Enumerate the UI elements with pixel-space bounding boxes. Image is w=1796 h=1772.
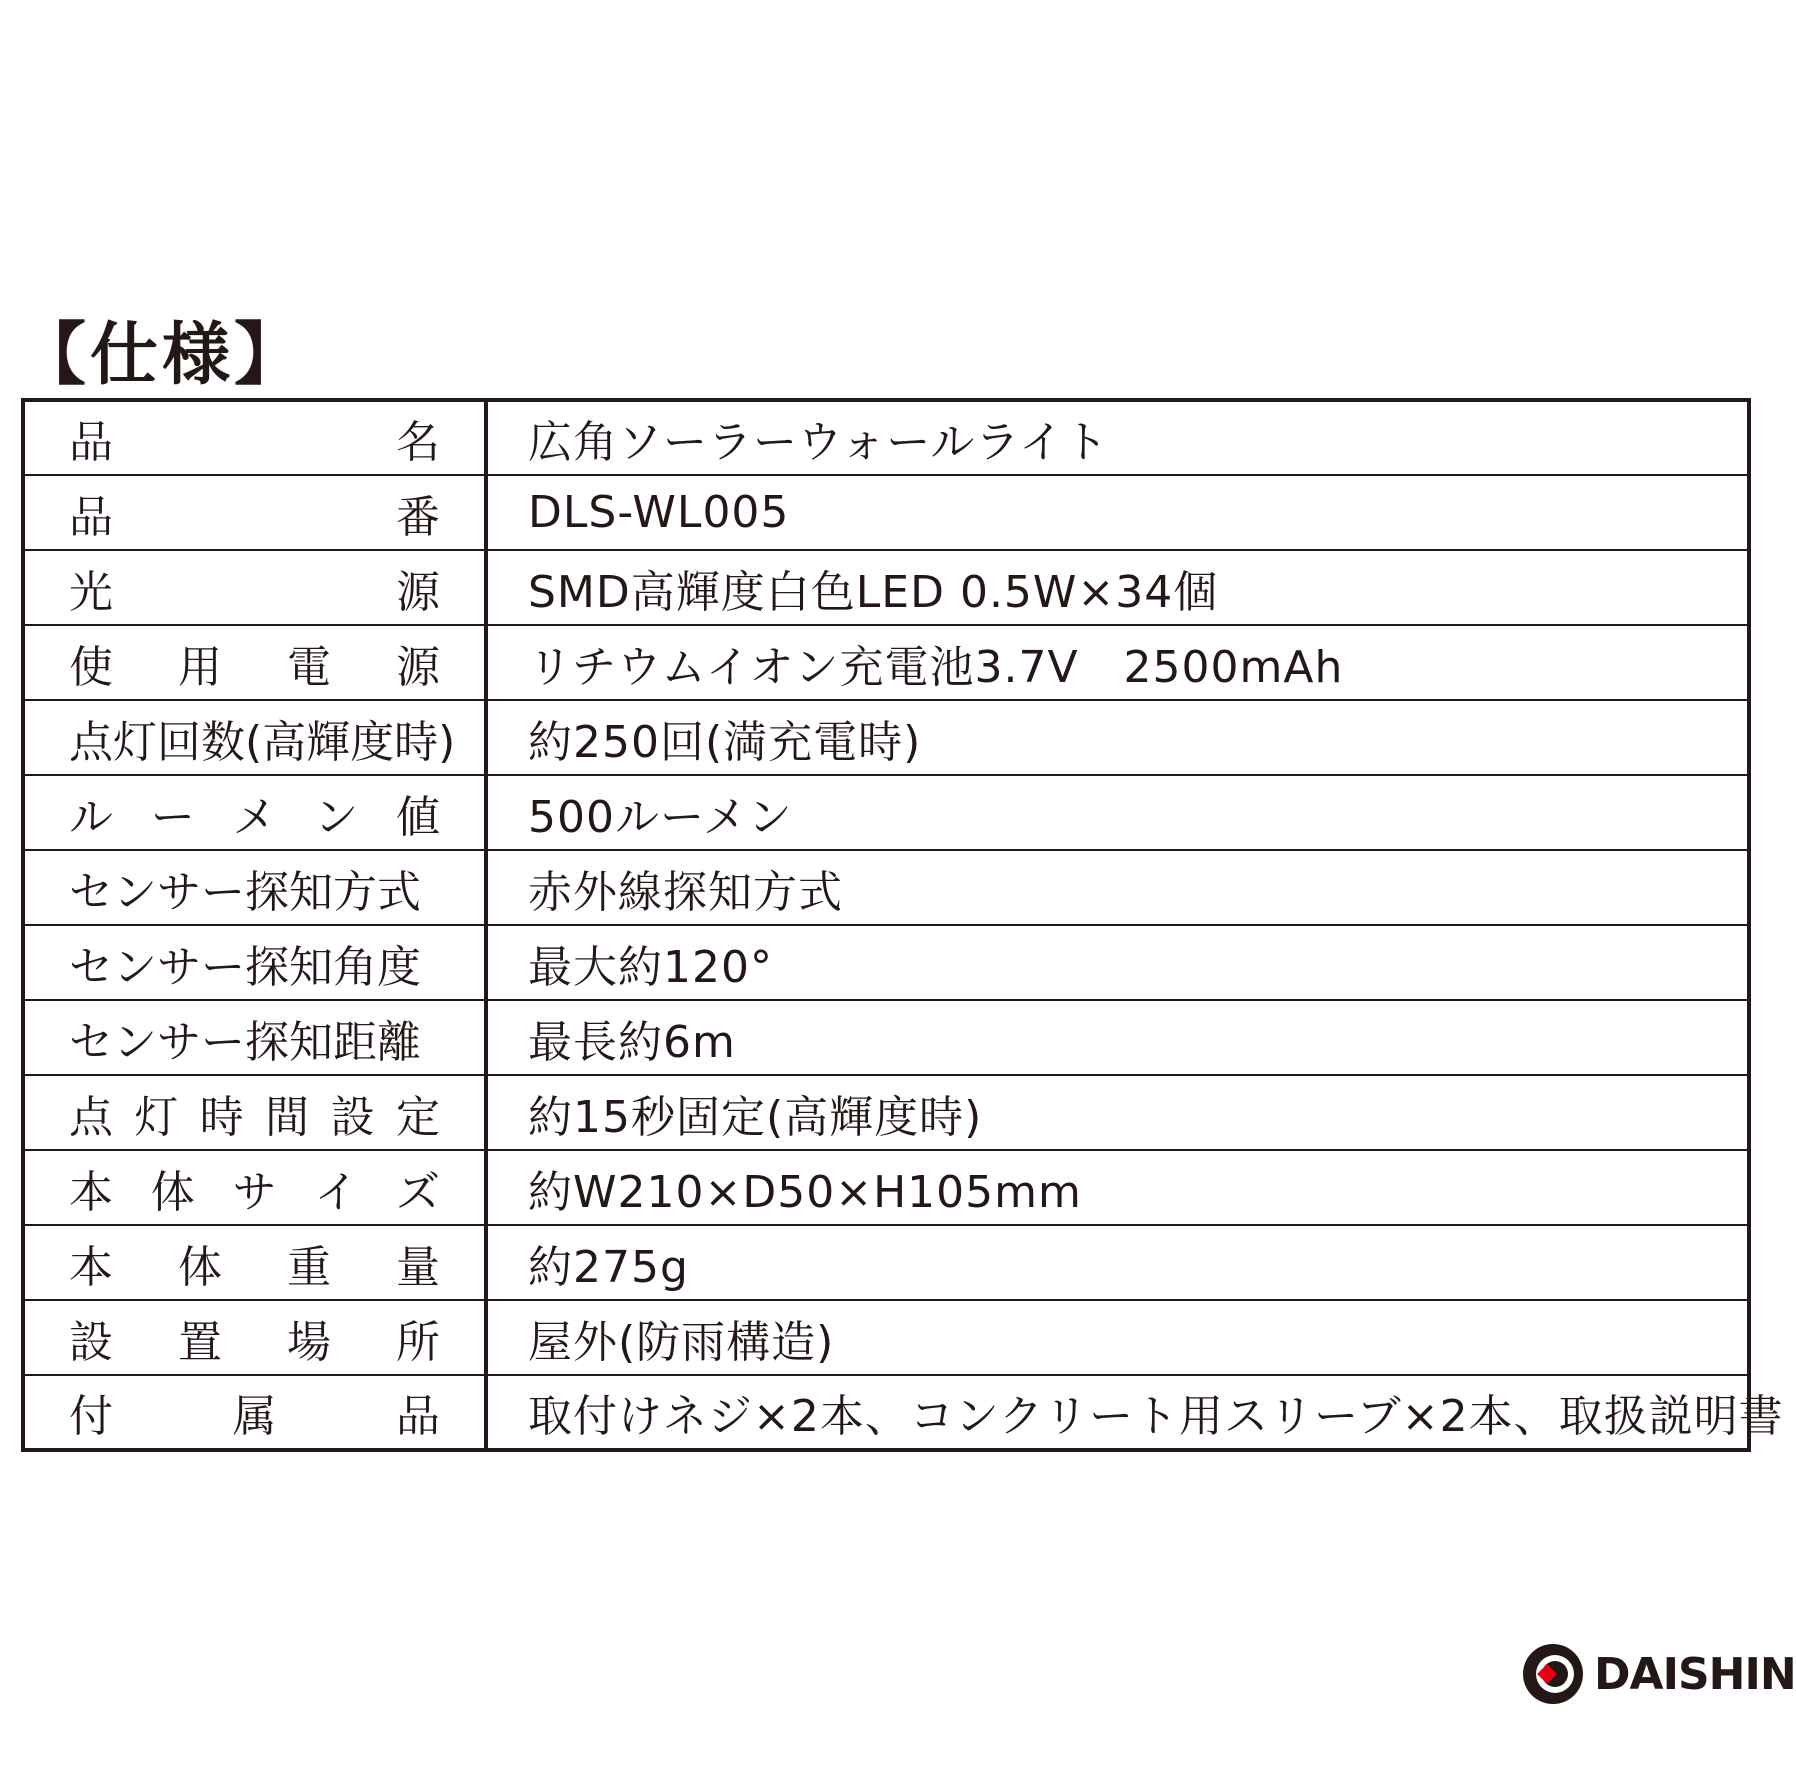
daishin-logo-icon	[1520, 1641, 1586, 1707]
spec-label-part: 点	[69, 1091, 113, 1143]
spec-row	[23, 1075, 1749, 1150]
spec-value: 屋外(防雨構造)	[486, 1300, 1749, 1375]
spec-row	[23, 1375, 1749, 1450]
spec-value: 取付けネジ×2本、コンクリート用スリーブ×2本、取扱説明書	[528, 1391, 1784, 1442]
spec-label-part: 時	[199, 1091, 244, 1143]
spec-label-part: 源	[396, 566, 440, 618]
spec-label-part: 点灯回数(高輝度時)	[69, 716, 456, 768]
spec-value: DLS-WL005	[486, 475, 1749, 550]
spec-row	[23, 625, 1749, 700]
spec-label-cell	[23, 400, 486, 475]
spec-label	[69, 556, 440, 620]
spec-label-part: ル	[69, 791, 113, 843]
spec-label-cell	[23, 625, 486, 700]
spec-label-part: 量	[396, 1241, 440, 1293]
spec-row	[23, 1000, 1749, 1075]
spec-row	[23, 400, 1749, 475]
spec-label	[69, 481, 440, 545]
spec-label-part: 体	[178, 1241, 222, 1293]
spec-label-part: 所	[396, 1316, 440, 1368]
spec-label-part: 番	[396, 491, 440, 543]
spec-label	[69, 1306, 440, 1370]
spec-value: 約15秒固定(高輝度時)	[486, 1075, 1749, 1150]
spec-value: 約W210×D50×H105mm	[486, 1150, 1749, 1225]
spec-label-cell	[23, 700, 486, 775]
spec-label-part: 間	[265, 1091, 310, 1143]
spec-label-part: センサー探知距離	[69, 1016, 421, 1068]
spec-label-cell	[23, 1300, 486, 1375]
spec-value: 赤外線探知方式	[486, 850, 1749, 925]
spec-label-part: 灯	[134, 1091, 179, 1143]
spec-value: 約250回(満充電時)	[486, 700, 1749, 775]
spec-row	[23, 1150, 1749, 1225]
spec-label-part: 使	[69, 641, 113, 693]
spec-label-part: 品	[396, 1391, 440, 1442]
spec-label	[69, 631, 440, 695]
page-title: 【仕様】	[18, 316, 307, 395]
spec-label-cell	[23, 550, 486, 625]
spec-value: 最長約6m	[486, 1000, 1749, 1075]
spec-label-part: ー	[150, 791, 195, 843]
spec-label	[69, 1380, 440, 1444]
spec-label-cell	[23, 925, 486, 1000]
spec-value: リチウムイオン充電池3.7V 2500mAh	[486, 625, 1749, 700]
spec-label-part: 本	[69, 1166, 113, 1218]
spec-label-part: 電	[287, 641, 331, 693]
spec-label	[69, 781, 440, 845]
spec-label-part: 設	[330, 1091, 375, 1143]
spec-label-part: サ	[232, 1166, 277, 1218]
spec-label-part: イ	[314, 1166, 359, 1218]
spec-table	[21, 398, 1784, 1452]
spec-label-part: 属	[232, 1391, 277, 1442]
spec-value: 広角ソーラーウォールライト	[486, 400, 1749, 475]
spec-value: SMD高輝度白色LED 0.5W×34個	[486, 550, 1749, 625]
spec-label-part: センサー探知角度	[69, 941, 421, 993]
spec-row	[23, 775, 1749, 850]
spec-label-cell	[23, 1225, 486, 1300]
spec-label-part: ン	[314, 791, 359, 843]
spec-label-part: 場	[287, 1316, 331, 1368]
spec-label	[69, 856, 440, 920]
spec-row	[23, 475, 1749, 550]
spec-label-cell	[23, 775, 486, 850]
spec-label-part: 体	[150, 1166, 195, 1218]
logo-wordmark: DAISHIN	[1594, 1648, 1796, 1700]
spec-label-cell	[23, 475, 486, 550]
spec-row	[23, 550, 1749, 625]
spec-label	[69, 1156, 440, 1220]
spec-label-part: 重	[287, 1241, 331, 1293]
spec-label-part: 源	[396, 641, 440, 693]
spec-row	[23, 1225, 1749, 1300]
spec-row	[23, 925, 1749, 1000]
spec-label	[69, 706, 456, 770]
spec-label-part: 付	[69, 1391, 113, 1442]
spec-label-cell	[23, 1150, 486, 1225]
spec-value: 約275g	[486, 1225, 1749, 1300]
spec-value: 最大約120°	[486, 925, 1749, 1000]
spec-row	[23, 700, 1749, 775]
spec-label-cell	[23, 1000, 486, 1075]
spec-label	[69, 1231, 440, 1295]
spec-label-part: ズ	[396, 1166, 440, 1218]
spec-label-part: 本	[69, 1241, 113, 1293]
spec-label-part: 値	[396, 791, 440, 843]
spec-label-part: 品	[69, 417, 113, 468]
spec-value: 500ルーメン	[486, 775, 1749, 850]
spec-label-part: 用	[178, 641, 222, 693]
spec-label	[69, 1006, 440, 1070]
spec-label	[69, 406, 440, 470]
spec-label-part: メ	[232, 791, 277, 843]
spec-row	[23, 850, 1749, 925]
spec-label	[69, 1081, 440, 1145]
spec-label	[69, 931, 440, 995]
spec-label-part: 定	[395, 1091, 440, 1143]
spec-label-cell	[23, 1375, 486, 1450]
brand-logo	[1520, 1638, 1796, 1710]
spec-label-part: 品	[69, 491, 113, 543]
spec-label-part: 光	[69, 566, 113, 618]
spec-label-part: センサー探知方式	[69, 866, 421, 918]
spec-label-part: 設	[69, 1316, 113, 1368]
spec-label-part: 置	[178, 1316, 222, 1368]
spec-label-cell	[23, 1075, 486, 1150]
spec-label-part: 名	[396, 417, 440, 468]
spec-label-cell	[23, 850, 486, 925]
spec-row	[23, 1300, 1749, 1375]
